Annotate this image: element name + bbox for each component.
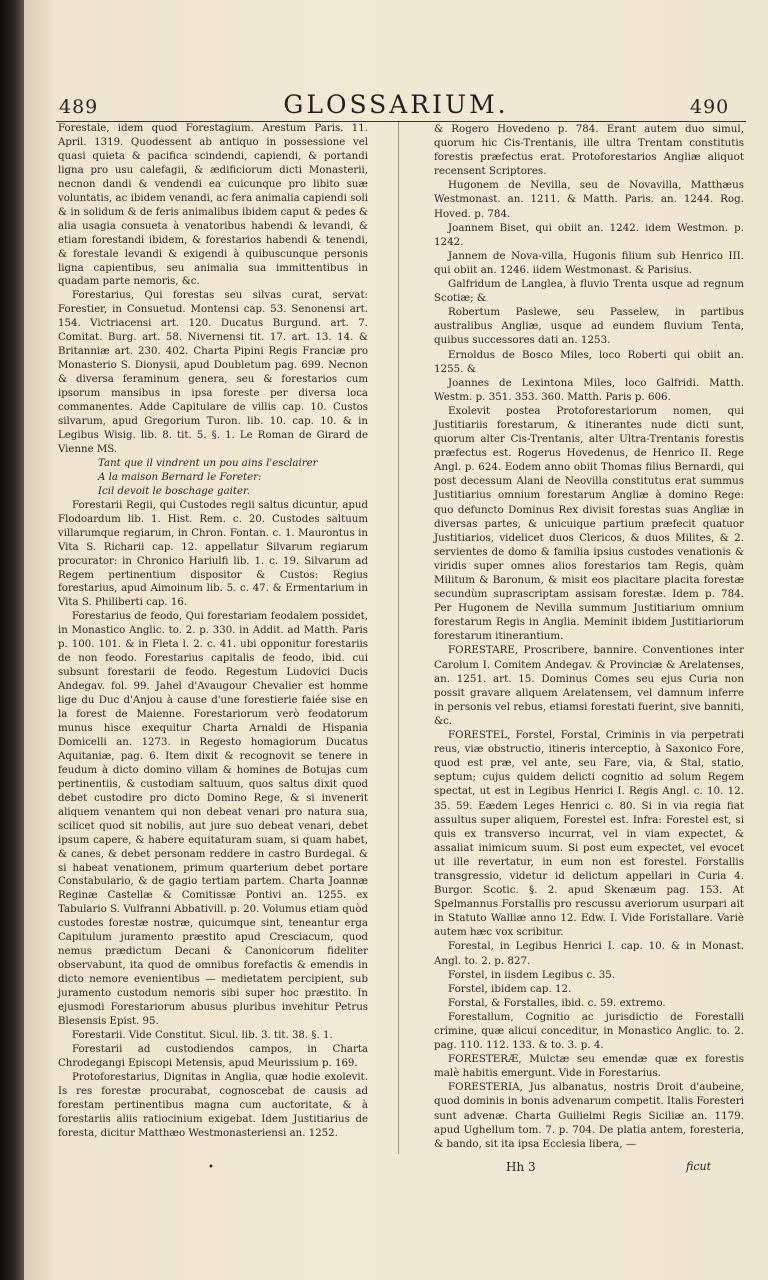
entry-paragraph: Forestarius, Qui forestas seu silvas curat, servat: Forestier, in Consuetud. Montensi cap. 53. Senonensi art. 154. Victriacensi art. 120. Ducatus Burgund. art. 7. Comitat. Burg. art. 58. Nivernensi tit. 17. art. 13. 14. & Britanniæ art. 230. 402. Charta Pipini Regis Franciæ pro Monasterio S. Dionysii, apud Doubletum pag. 699. Necnon & diversa feraminum genera, seu & forestarios cum ipsorum mansibus in ipsa foreste per diversa loca commanentes. Adde Capitulare de villis cap. 10. Custos silvarum, apud Gregorium Turon. lib. 10. cap. 10. & in Legibus Wisig. lib. 8. tit. 5. §. 1. Le Roman de Girard de Vienne MS. bbox=[58, 290, 368, 455]
entry-paragraph: Forestarii ad custodiendos campos, in Charta Chrodegangi Episcopi Metensis, apud Meurissium p. 169. bbox=[58, 1043, 368, 1069]
entry-paragraph: Hugonem de Nevilla, seu de Novavilla, Matthæus Westmonast. an. 1211. & Matth. Paris. an. 1244. Rog. Hoved. p. 784. bbox=[434, 179, 744, 220]
entry-paragraph: Joannes de Lexintona Miles, loco Galfridi. Matth. Westm. p. 351. 353. 360. Matth. Paris p. 606. bbox=[434, 376, 744, 403]
page-number-left: 489 bbox=[59, 96, 99, 118]
entry-paragraph: Robertum Paslewe, seu Passelew, in partibus australibus Angliæ, usque ad eundem fluvium Tenta, quibus successores dati an. 1253. bbox=[434, 306, 744, 347]
entry-paragraph: Forstel, in iisdem Legibus c. 35. bbox=[448, 968, 616, 981]
entry-paragraph: Jannem de Nova-villa, Hugonis filium sub Henrico III. qui obiit an. 1246. iidem Westmonast. & Parisius. bbox=[434, 249, 744, 276]
entry-paragraph: FORESTERÆ, Mulctæ seu emendæ quæ ex forestis malè habitis emergunt. Vide in Forestarius. bbox=[434, 1053, 744, 1080]
entry-paragraph: Forestarii. Vide Constitut. Sicul. lib. 3. tit. 38. §. 1. bbox=[72, 1029, 333, 1041]
entry-paragraph: Forstal, & Forstalles, ibid. c. 59. extremo. bbox=[448, 996, 666, 1009]
entry-paragraph: Forstel, ibidem cap. 12. bbox=[448, 982, 572, 995]
entry-paragraph: Galfridum de Langlea, à fluvio Trenta usque ad regnum Scotiæ; & bbox=[434, 278, 744, 305]
catchword: ficut bbox=[686, 1160, 712, 1173]
entry-paragraph: Forestallum, Cognitio ac jurisdictio de Forestalli crimine, quæ alicui conceditur, in Monastico Anglic. to. 2. pag. 110. 112. 133. & to. 3. p. 4. bbox=[434, 1010, 744, 1052]
verse-line: Icil devoit le boschage gaiter. bbox=[98, 485, 251, 497]
book-page bbox=[24, 0, 768, 1280]
right-column bbox=[434, 122, 744, 1151]
entry-paragraph: Forestarii Regii, qui Custodes regii saltus dicuntur, apud Flodoardum lib. 1. Hist. Rem. c. 20. Custodes saltuum villarumque regiarum, in Chron. Fontan. c. 1. Maurontus in Vita S. Richarii cap. 12. appellatur Silvarum regiarum procurator: in Chronico Hariulfi lib. 1. c. 19. Silvarum ad Regem pertinentium dispositor & Custos: Regius forestarius, apud Aimoinum lib. 5. c. 47. & Ermentarium in Vita S. Philiberti cap. 16. bbox=[58, 499, 368, 609]
column-divider bbox=[398, 122, 399, 1154]
entry-paragraph: & Rogero Hovedeno p. 784. Erant autem duo simul, quorum hic Cis-Trentanis, ille ultra Trentam constitutis forestis præfectus erat. Protoforestarios Angliæ aliquot recensent Scriptores. bbox=[434, 123, 744, 178]
entry-paragraph: Forestale, idem quod Forestagium. Arestum Paris. 11. April. 1319. Quodessent ab antiquo in possessione vel quasi quieta & pacifica scindendi, capiendi, & portandi ligna pro usu calefagii, & ædificiorum dicti Monasterii, necnon dandi & vendendi ea cuicunque pro libito suæ voluntatis, ac ibidem venandi, ac fera animalia capiendi soli & in solidum & de feris animalibus ibidem caput & pedes & alia usagia consueta à venatoribus habendi & levandi, & etiam forestandi ibidem, & forestarios habendi & tenendi, & forestale levandi & exigendi à quibuscunque personis ligna capientibus, seu animalia sua immittentibus in quadam parte nemoris, &c. bbox=[58, 123, 368, 288]
entry-paragraph: Exolevit postea Protoforestariorum nomen, qui Justitiariis forestarum, & itinerantes nude dicti sunt, quorum alter Cis-Trentanis, alter Ultra-Trentanis forestis præfectus est. Rogerus Hovedenus, de Henrico II. Rege Angl. p. 624. Eodem anno obiit Thomas filius Bernardi, qui post decessum Alani de Neovilla constitutus erat summus Justitiarius omnium forestarum Angliæ à domino Rege: quo defuncto Dominus Rex divisit forestas suas Angliæ in diversas partes, & unicuique partium præfecit quatuor Justitiarios, videlicet duos Clericos, & duos Milites, & 2. servientes de domo & familia ipsius custodes venationis & viridis super omnes alios forestarios tam Regis, quàm Militum & Baronum, & misit eos placitare placita forestæ secundùm suprascriptam assisam forestæ. Idem p. 784. Per Hugonem de Nevilla summum Justitiarium omnium forestarum Regis in Anglia. Meminit ibidem Justitiariorum forestarum itinerantium. bbox=[434, 404, 744, 643]
signature-mark: Hh 3 bbox=[506, 1160, 536, 1174]
entry-paragraph: Ernoldus de Bosco Miles, loco Roberti qui obiit an. 1255. & bbox=[434, 348, 744, 375]
footer-dot: • bbox=[208, 1162, 214, 1173]
page-number-right: 490 bbox=[690, 96, 730, 118]
verse-line: Tant que il vindrent un pou ains l'esclairer bbox=[98, 457, 318, 469]
entry-paragraph: Forestal, in Legibus Henrici I. cap. 10. & in Monast. Angl. to. 2. p. 827. bbox=[434, 940, 744, 967]
entry-paragraph: Protoforestarius, Dignitas in Anglia, quæ hodie exolevit. Is res forestæ procurabat, cognoscebat de causis ad forestam pertinentibus magna cum auctoritate, & à forestariis aliis ratiocinium exigebat. Idem Justitiarius de foresta, dicitur Matthæo Westmonasteriensi an. 1252. bbox=[58, 1071, 368, 1139]
entry-paragraph: FORESTARE, Proscribere, bannire. Conventiones inter Carolum I. Comitem Andegav. & Provinciæ & Arelatenses, an. 1251. art. 15. Dominus Comes seu ejus Curia non possit gravare aliquem Arelatensem, vel damnum inferre in personis vel rebus, etiamsi forestati fuerint, sive banniti, &c. bbox=[434, 644, 744, 727]
entry-paragraph: Joannem Biset, qui obiit an. 1242. idem Westmon. p. 1242. bbox=[434, 221, 744, 248]
entry-paragraph: FORESTEL, Forstel, Forstal, Criminis in via perpetrati reus, viæ obstructio, itineris interceptio, à Saxonico Fore, quod est præ, vel ante, seu Fare, via, & Stal, statio, septum; cujus quidem delicti cognitio ad solum Regem spectat, ut est in Legibus Henrici I. Regis Angl. c. 10. 12. 35. 59. Eædem Leges Henrici c. 80. Si in via regia fiat assultus super aliquem, Forestel est. Infra: Forestel est, si quis ex transverso incurrat, vel in viam expectet, & assaliat inimicum suum. Si post eum expectet, vel evocet ut ille revertatur, in eum non est forestel. Forstallis transgressio, videtur id delictum appellari in Curia 4. Burgor. Scotic. §. 2. apud Skenæum pag. 153. At Spelmannus Forstallis pro rescussu averiorum usurpari ait in Statuto Walliæ anno 12. Edw. I. Vide Foristallare. Variè autem hæc vox scribitur. bbox=[434, 729, 744, 939]
left-column bbox=[58, 122, 368, 1141]
entry-paragraph: FORESTERIA, Jus albanatus, nostris Droit d'aubeine, quod dominis in bonis advenarum competit. Italis Foresteri sunt advenæ. Charta Guilielmi Regis Siciliæ an. 1179. apud Ughellum tom. 7. p. 704. De platia antem, foresteria, & bando, sit ita ipsa Ecclesia libera, — bbox=[434, 1081, 744, 1150]
verse-line: A la maison Bernard le Foreter: bbox=[98, 471, 262, 483]
running-head-title: GLOSSARIUM. bbox=[283, 90, 509, 119]
entry-paragraph: Forestarius de feodo, Qui forestariam feodalem possidet, in Monastico Anglic. to. 2. p. 330. in Addit. ad Matth. Paris p. 100. 101. & in Fleta l. 2. c. 41. ubi opponitur forestariis de non feodo. Forestarius capitalis de feodo, ibid. cui subsunt forestarii de feodo. Regestum Ludovici Ducis Andegav. fol. 99. Jahel d'Avaugour Chevalier est homme lige du Duc d'Anjou à cause d'une forestierie faiée sise en la forest de Maienne. Forestariorum verò feodatorum munus hisce exequitur Charta Arnaldi de Hispania Domicelli an. 1273. in Regesto homagiorum Ducatus Aquitaniæ, pag. 6. Item dixit & recognovit se tenere in feudum à dicto domino villam & homines de Botujas cum pertinentiis, & custodiam saltuum, quos saltus dixit quod debet custodire pro dicto Domino Rege, & si invenerit aliquem venantem qui non debeat venari pro natura sua, scilicet quod sit nobilis, aut jure suo debeat venari, debet ipsum capere, & habere equitaturam suam, si quam habet, & canes, & debet personam reddere in castro Burdegal. & si habeat venationem, primum quarterium debet portare Constabulario, & de gagio tertiam partem. Charta Joannæ Reginæ Castellæ & Comitissæ Pontivi an. 1255. ex Tabulario S. Vulfranni Abbativill. p. 20. Volumus etiam quòd custodes forestæ nostræ, quicumque sint, teneantur erga Capitulum juramento præstito apud Cresciacum, quod nemus prædictum Decani & Canonicorum fideliter observabunt, ita quod de omnibus forefactis & emendis in dicto nemore evenientibus — medietatem percipient, sub juramento custodum nemoris sibi super hoc præstito. In ejusmodi Forestariorum abusus pluribus invehitur Petrus Blesensis Epist. 95. bbox=[58, 611, 368, 1027]
